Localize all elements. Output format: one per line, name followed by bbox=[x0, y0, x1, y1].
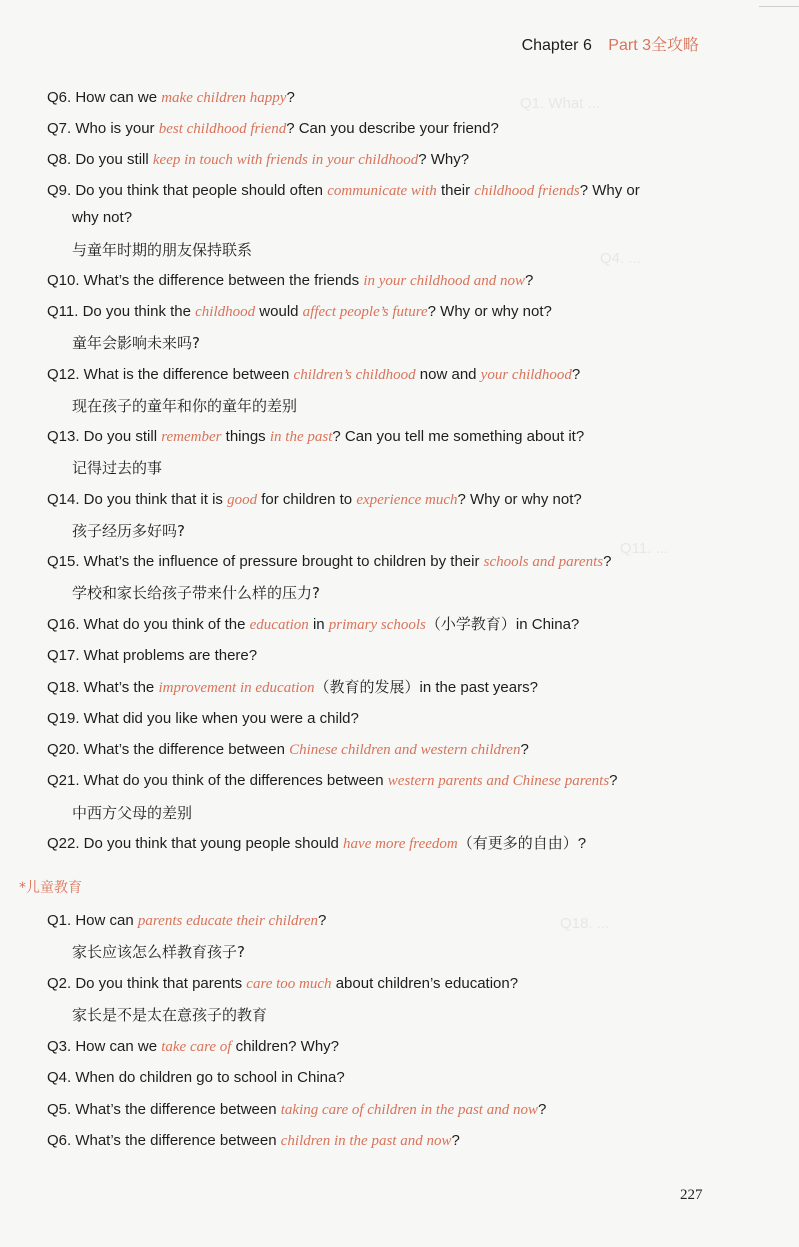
text-line bbox=[47, 490, 582, 510]
question-text: Q4. When do children go to school in China? bbox=[47, 1069, 345, 1086]
text-line bbox=[47, 271, 533, 291]
highlight-phrase: remember bbox=[161, 429, 222, 445]
text-line bbox=[47, 678, 538, 698]
text-line bbox=[47, 1100, 546, 1120]
highlight-phrase: affect people’s future bbox=[302, 304, 428, 320]
text-line bbox=[47, 181, 640, 201]
text-line bbox=[47, 1068, 345, 1088]
highlight-phrase: communicate with bbox=[327, 183, 437, 199]
chapter-label: Chapter 6 bbox=[521, 37, 592, 54]
highlight-phrase: schools and parents bbox=[483, 554, 604, 570]
text-line bbox=[47, 834, 586, 854]
chinese-note: 现在孩子的童年和你的童年的差别 bbox=[72, 397, 298, 415]
text-line bbox=[47, 1037, 339, 1057]
chinese-note: 与童年时期的朋友保持联系 bbox=[72, 241, 253, 259]
question-text: about children’s education? bbox=[331, 975, 519, 992]
text-line bbox=[47, 771, 618, 791]
question-text: （有更多的自由）? bbox=[457, 835, 587, 852]
question-text: ? bbox=[537, 1101, 547, 1118]
question-text: Q5. What’s the difference between bbox=[47, 1101, 281, 1118]
question-text: Q16. What do you think of the bbox=[47, 616, 250, 633]
text-line bbox=[47, 150, 469, 170]
highlight-phrase: in the past bbox=[269, 429, 333, 445]
chinese-note: 孩子经历多好吗? bbox=[72, 522, 185, 540]
highlight-phrase: keep in touch with friends in your childhood bbox=[152, 152, 419, 168]
highlight-phrase: childhood bbox=[195, 304, 256, 320]
bleed-through-text: Q1. What ... bbox=[520, 95, 601, 112]
question-text: Q10. What’s the difference between the friends bbox=[47, 272, 364, 289]
question-text: ? bbox=[524, 272, 534, 289]
highlight-phrase: childhood friends bbox=[474, 183, 580, 199]
question-text: Q7. Who is your bbox=[47, 120, 159, 137]
text-line bbox=[72, 803, 192, 824]
question-text: in bbox=[308, 616, 329, 633]
question-text: Q21. What do you think of the differences between bbox=[47, 772, 388, 789]
question-text: ? bbox=[451, 1132, 460, 1149]
question-text: Q6. What’s the difference between bbox=[47, 1132, 281, 1149]
question-text: Q13. Do you still bbox=[47, 428, 162, 445]
chinese-note: 记得过去的事 bbox=[72, 459, 163, 477]
question-text: ? Why? bbox=[418, 151, 470, 168]
question-text: Q15. What’s the influence of pressure brought to children by their bbox=[47, 553, 484, 570]
question-text: Q9. Do you think that people should often bbox=[47, 182, 328, 199]
chinese-note: 家长应该怎么样教育孩子? bbox=[72, 943, 245, 961]
question-text: Q17. What problems are there? bbox=[47, 647, 258, 664]
highlight-phrase: primary schools bbox=[328, 617, 426, 633]
question-text: their bbox=[436, 182, 475, 199]
highlight-phrase: care too much bbox=[246, 976, 332, 992]
section-heading: *儿童教育 bbox=[19, 880, 82, 896]
question-text: ? bbox=[317, 912, 327, 929]
question-text: （小学教育）in China? bbox=[425, 616, 580, 633]
question-text: Q11. Do you think the bbox=[47, 303, 196, 320]
question-text: Q20. What’s the difference between bbox=[47, 741, 290, 758]
question-text: Q18. What’s the bbox=[47, 679, 159, 696]
question-text: ? Why or why not? bbox=[427, 303, 552, 320]
highlight-phrase: improvement in education bbox=[158, 680, 315, 696]
text-line bbox=[47, 302, 552, 322]
text-line bbox=[47, 974, 518, 994]
question-text: ? Can you tell me something about it? bbox=[332, 428, 585, 445]
question-text: ? bbox=[286, 89, 295, 106]
question-text: Q22. Do you think that young people should bbox=[47, 835, 344, 852]
question-text: Q14. Do you think that it is bbox=[47, 491, 228, 508]
highlight-phrase: taking care of children in the past and now bbox=[280, 1102, 538, 1118]
text-line bbox=[72, 458, 162, 479]
text-line bbox=[47, 615, 579, 635]
question-text: children? Why? bbox=[231, 1038, 340, 1055]
bleed-through-text: Q4. ... bbox=[600, 250, 641, 267]
bleed-through-text: Q11. ... bbox=[620, 540, 669, 557]
highlight-phrase: good bbox=[227, 492, 258, 508]
question-text: Q2. Do you think that parents bbox=[47, 975, 247, 992]
highlight-phrase: education bbox=[249, 617, 309, 633]
part-label: Part 3全攻略 bbox=[608, 37, 699, 54]
question-text: Q1. How can bbox=[47, 912, 138, 929]
highlight-phrase: experience much bbox=[356, 492, 458, 508]
highlight-phrase: Chinese children and western children bbox=[289, 742, 521, 758]
text-line bbox=[47, 1131, 460, 1151]
question-text: ? bbox=[571, 366, 581, 383]
highlight-phrase: take care of bbox=[161, 1039, 232, 1055]
question-text: would bbox=[255, 303, 303, 320]
text-line bbox=[47, 740, 529, 760]
text-line bbox=[47, 709, 359, 729]
chinese-note: 家长是不是太在意孩子的教育 bbox=[72, 1006, 268, 1024]
corner-rule bbox=[759, 0, 799, 7]
question-text: Q12. What is the difference between bbox=[47, 366, 294, 383]
text-line bbox=[47, 119, 499, 139]
highlight-phrase: best childhood friend bbox=[158, 121, 287, 137]
highlight-phrase: in your childhood and now bbox=[363, 273, 525, 289]
text-line bbox=[72, 521, 185, 542]
text-line bbox=[47, 911, 326, 931]
question-text: Q19. What did you like when you were a child? bbox=[47, 710, 359, 727]
question-text: things bbox=[221, 428, 270, 445]
question-text: ? bbox=[603, 553, 612, 570]
question-text: ? Why or why not? bbox=[457, 491, 582, 508]
question-text: Q3. How can we bbox=[47, 1038, 162, 1055]
text-line bbox=[72, 208, 132, 228]
text-line bbox=[72, 1005, 267, 1026]
chinese-note: 中西方父母的差别 bbox=[72, 804, 193, 822]
highlight-phrase: make children happy bbox=[161, 90, 287, 106]
question-text: ? bbox=[520, 741, 529, 758]
question-text: why not? bbox=[72, 209, 133, 226]
chinese-note: 童年会影响未来吗? bbox=[72, 334, 200, 352]
chinese-note: 学校和家长给孩子带来什么样的压力? bbox=[72, 584, 320, 602]
question-text: now and bbox=[415, 366, 481, 383]
highlight-phrase: parents educate their children bbox=[137, 913, 318, 929]
text-line bbox=[72, 583, 320, 604]
text-line bbox=[47, 427, 584, 447]
page-number: 227 bbox=[680, 1187, 703, 1203]
highlight-phrase: your childhood bbox=[480, 367, 572, 383]
text-line bbox=[72, 942, 245, 963]
text-line bbox=[47, 646, 257, 666]
question-text: ? bbox=[609, 772, 618, 789]
bleed-through-text: Q18. ... bbox=[560, 915, 610, 932]
question-text: ? Can you describe your friend? bbox=[286, 120, 499, 137]
text-line bbox=[47, 88, 295, 108]
text-line bbox=[72, 396, 297, 417]
highlight-phrase: children’s childhood bbox=[293, 367, 416, 383]
running-header bbox=[522, 32, 699, 55]
highlight-phrase: have more freedom bbox=[343, 836, 458, 852]
question-text: Q8. Do you still bbox=[47, 151, 153, 168]
question-text: Q6. How can we bbox=[47, 89, 162, 106]
text-line bbox=[72, 240, 252, 261]
question-text: ? Why or bbox=[579, 182, 640, 199]
question-text: （教育的发展）in the past years? bbox=[314, 679, 538, 696]
highlight-phrase: western parents and Chinese parents bbox=[387, 773, 610, 789]
question-text: for children to bbox=[257, 491, 357, 508]
text-line bbox=[47, 365, 580, 385]
highlight-phrase: children in the past and now bbox=[280, 1133, 452, 1149]
text-line bbox=[47, 552, 611, 572]
text-line bbox=[72, 333, 200, 354]
